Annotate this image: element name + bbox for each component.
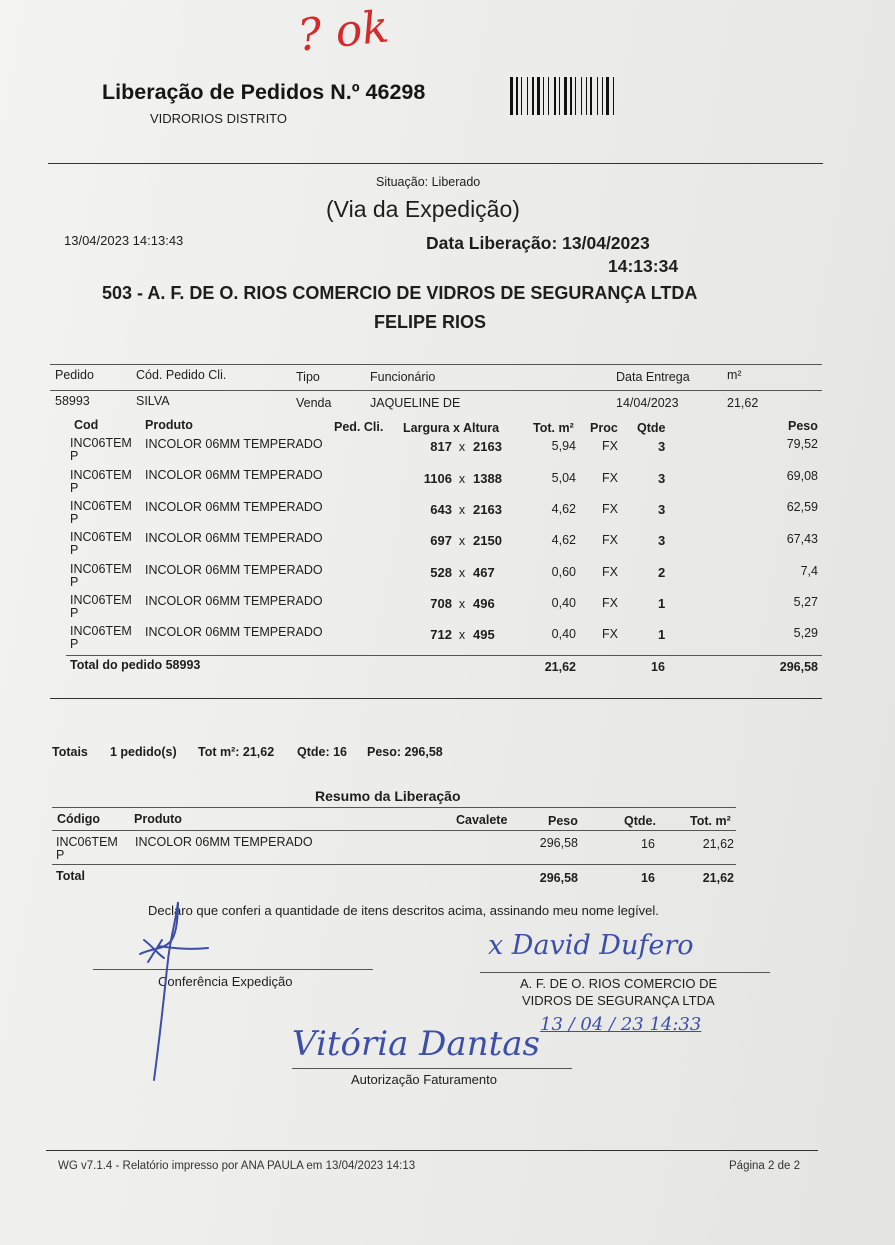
footer-left: WG v7.1.4 - Relatório impresso por ANA PAULA em 13/04/2023 14:13	[58, 1160, 416, 1172]
item-largura: 643	[430, 502, 452, 517]
divider-order-mid	[50, 390, 822, 391]
item-cod: INC06TEM	[70, 593, 132, 607]
item-tot: 4,62	[551, 533, 576, 547]
totals-label: Totais	[52, 745, 88, 759]
sig-line-client	[480, 972, 770, 973]
item-peso: 62,59	[786, 500, 818, 514]
declaration-text: Declaro que conferi a quantidade de itens descritos acima, assinando meu nome legível.	[148, 903, 659, 918]
item-largura: 697	[430, 533, 452, 548]
item-cod-suffix: P	[70, 512, 79, 526]
summary-qtde: 16	[641, 837, 655, 851]
item-altura: 2163	[473, 502, 502, 517]
item-proc: FX	[602, 627, 618, 641]
item-qtde: 2	[658, 565, 666, 580]
item-qtde: 3	[658, 533, 666, 548]
label-entrega: Data Entrega	[616, 370, 690, 384]
col-qtde: Qtde	[637, 421, 666, 435]
footer-right: Página 2 de 2	[729, 1160, 800, 1172]
item-x: x	[458, 566, 466, 580]
item-cod: INC06TEM	[70, 436, 132, 450]
release-date: Data Liberação: 13/04/2023	[426, 233, 650, 253]
release-time: 14:13:34	[608, 256, 679, 276]
conferencia-label: Conferência Expedição	[158, 974, 293, 989]
barcode	[508, 75, 648, 117]
item-tot: 5,04	[551, 471, 576, 485]
divider-order-bottom	[50, 698, 822, 699]
item-cod: INC06TEM	[70, 530, 132, 544]
item-peso: 5,29	[793, 626, 818, 640]
summary-total-tot: 21,62	[702, 871, 734, 885]
item-tot: 0,40	[551, 596, 576, 610]
item-produto: INCOLOR 06MM TEMPERADO	[145, 625, 323, 639]
label-funcionario: Funcionário	[370, 370, 436, 384]
divider-order-total	[66, 655, 822, 656]
item-qtde: 3	[658, 502, 666, 517]
handwritten-annotation: ? ok	[295, 1, 392, 62]
client-sig-label-1: A. F. DE O. RIOS COMERCIO DE	[520, 976, 718, 991]
divider-top	[48, 163, 823, 164]
item-x: x	[458, 503, 466, 517]
item-altura: 495	[473, 627, 495, 642]
summary-codigo-suffix: P	[56, 848, 65, 862]
summary-produto: INCOLOR 06MM TEMPERADO	[135, 835, 313, 849]
item-peso: 79,52	[786, 437, 818, 451]
item-altura: 2150	[473, 533, 502, 548]
item-cod-suffix: P	[70, 449, 79, 463]
totals-pedidos: 1 pedido(s)	[110, 745, 177, 759]
item-peso: 7,4	[800, 564, 818, 578]
print-datetime: 13/04/2023 14:13:43	[64, 233, 184, 248]
sig-line-autorizacao	[292, 1068, 572, 1069]
order-total-peso: 296,58	[779, 660, 818, 674]
item-largura: 817	[430, 439, 452, 454]
item-produto: INCOLOR 06MM TEMPERADO	[145, 437, 323, 451]
item-altura: 496	[473, 596, 495, 611]
item-proc: FX	[602, 471, 618, 485]
item-peso: 5,27	[793, 595, 818, 609]
col-dims: Largura x Altura	[403, 421, 500, 435]
item-tot: 4,62	[551, 502, 576, 516]
item-proc: FX	[602, 565, 618, 579]
summary-col-produto: Produto	[134, 812, 182, 826]
totals-peso: Peso: 296,58	[367, 745, 443, 759]
autorizacao-label: Autorização Faturamento	[351, 1072, 497, 1087]
item-x: x	[458, 472, 466, 486]
item-tot: 5,94	[551, 439, 576, 453]
item-largura: 528	[430, 565, 452, 580]
item-x: x	[458, 440, 466, 454]
col-tot: Tot. m²	[533, 421, 574, 435]
summary-tot: 21,62	[702, 837, 734, 851]
item-produto: INCOLOR 06MM TEMPERADO	[145, 500, 323, 514]
label-pedido: Pedido	[55, 368, 94, 382]
item-altura: 467	[473, 565, 495, 580]
value-tipo: Venda	[296, 396, 332, 410]
order-total-qtde: 16	[651, 660, 665, 674]
summary-total-peso: 296,58	[539, 871, 578, 885]
summary-col-codigo: Código	[57, 812, 101, 826]
item-produto: INCOLOR 06MM TEMPERADO	[145, 468, 323, 482]
label-tipo: Tipo	[296, 370, 320, 384]
item-altura: 2163	[473, 439, 502, 454]
divider-summary-top	[52, 807, 736, 808]
summary-title: Resumo da Liberação	[315, 788, 461, 804]
via-label: (Via da Expedição)	[326, 196, 520, 222]
item-cod-suffix: P	[70, 481, 79, 495]
client-name: 503 - A. F. DE O. RIOS COMERCIO DE VIDROS DE SEGURANÇA LTDA	[102, 283, 698, 303]
label-cod-cli: Cód. Pedido Cli.	[136, 368, 227, 382]
summary-col-qtde: Qtde.	[624, 814, 656, 828]
summary-col-tot: Tot. m²	[690, 814, 731, 828]
item-largura: 708	[430, 596, 452, 611]
value-cod-cli: SILVA	[136, 394, 170, 408]
item-altura: 1388	[473, 471, 502, 486]
item-produto: INCOLOR 06MM TEMPERADO	[145, 531, 323, 545]
summary-codigo: INC06TEM	[56, 835, 118, 849]
item-cod-suffix: P	[70, 637, 79, 651]
item-tot: 0,40	[551, 627, 576, 641]
item-cod: INC06TEM	[70, 499, 132, 513]
col-cod: Cod	[74, 418, 99, 432]
item-cod-suffix: P	[70, 543, 79, 557]
summary-total-label: Total	[56, 869, 85, 883]
item-cod: INC06TEM	[70, 562, 132, 576]
col-peso: Peso	[788, 419, 818, 433]
status-text: Situação: Liberado	[376, 175, 481, 189]
order-total-label: Total do pedido 58993	[70, 658, 201, 672]
totals-m2: Tot m²: 21,62	[198, 745, 275, 759]
divider-order-top	[50, 364, 822, 365]
item-produto: INCOLOR 06MM TEMPERADO	[145, 563, 323, 577]
item-qtde: 3	[658, 439, 666, 454]
item-x: x	[458, 534, 466, 548]
totals-qtde: Qtde: 16	[297, 745, 348, 759]
autorizacao-signature: Vitória Dantas	[292, 1024, 540, 1064]
item-proc: FX	[602, 533, 618, 547]
item-proc: FX	[602, 502, 618, 516]
item-x: x	[458, 597, 466, 611]
summary-col-cavalete: Cavalete	[456, 813, 508, 827]
item-cod-suffix: P	[70, 606, 79, 620]
item-largura: 1106	[423, 471, 452, 486]
value-entrega: 14/04/2023	[616, 396, 679, 410]
divider-summary-total	[52, 864, 736, 865]
item-tot: 0,60	[551, 565, 576, 579]
item-qtde: 1	[658, 596, 666, 611]
item-peso: 67,43	[786, 532, 818, 546]
item-qtde: 3	[658, 471, 666, 486]
item-produto: INCOLOR 06MM TEMPERADO	[145, 594, 323, 608]
company-name: VIDRORIOS DISTRITO	[150, 111, 287, 126]
item-largura: 712	[430, 627, 452, 642]
summary-total-qtde: 16	[641, 871, 655, 885]
col-ped-cli: Ped. Cli.	[334, 420, 384, 434]
col-proc: Proc	[590, 421, 618, 435]
item-qtde: 1	[658, 627, 666, 642]
item-proc: FX	[602, 596, 618, 610]
label-m2: m²	[727, 368, 742, 382]
handwritten-date: 13 / 04 / 23 14:33	[540, 1014, 702, 1035]
item-cod: INC06TEM	[70, 624, 132, 638]
order-total-tot: 21,62	[544, 660, 576, 674]
divider-summary-mid	[52, 830, 736, 831]
summary-col-peso: Peso	[548, 814, 578, 828]
value-pedido: 58993	[55, 394, 90, 408]
item-proc: FX	[602, 439, 618, 453]
client-signature: x David Dufero	[488, 930, 694, 961]
summary-peso: 296,58	[539, 836, 578, 850]
page-title: Liberação de Pedidos N.º 46298	[102, 80, 426, 104]
value-m2: 21,62	[727, 396, 759, 410]
item-x: x	[458, 628, 466, 642]
item-peso: 69,08	[786, 469, 818, 483]
item-cod-suffix: P	[70, 575, 79, 589]
item-cod: INC06TEM	[70, 468, 132, 482]
value-funcionario: JAQUELINE DE	[370, 396, 461, 410]
client-sig-label-2: VIDROS DE SEGURANÇA LTDA	[522, 993, 715, 1008]
col-produto: Produto	[145, 418, 193, 432]
divider-footer	[46, 1150, 818, 1151]
client-contact: FELIPE RIOS	[374, 312, 487, 332]
conferencia-signature	[118, 880, 218, 1090]
